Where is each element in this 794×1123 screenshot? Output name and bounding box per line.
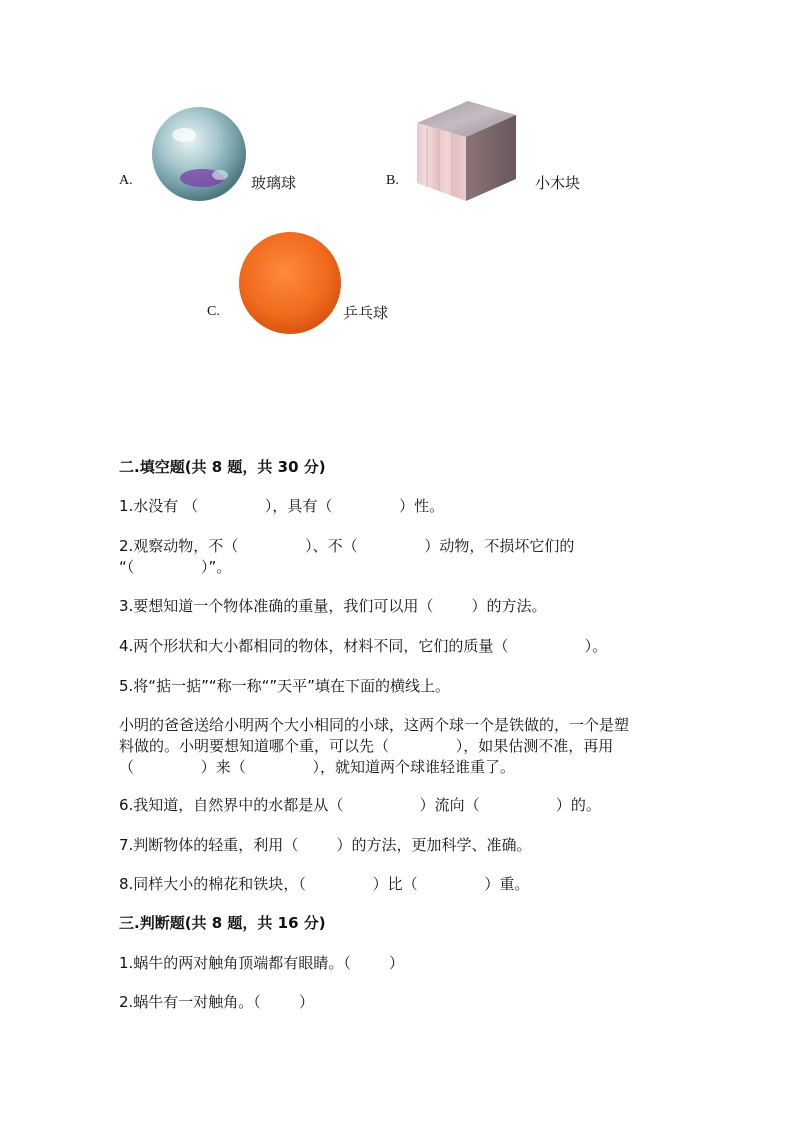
question-2-3: 3.要想知道一个物体准确的重量，我们可以用（ ）的方法。 [119,597,547,615]
question-3-2: 2.蜗牛有一对触角。（ ） [119,993,314,1011]
question-2-5: 5.将“掂一掂”“称一称“”天平”填在下面的横线上。 [119,677,450,695]
question-2-4: 4.两个形状和大小都相同的物体，材料不同，它们的质量（ ）。 [119,637,608,655]
option-b-name: 小木块 [535,174,581,192]
section-3-heading: 三.判断题(共 8 题，共 16 分) [119,914,326,932]
question-2-5-passage-line-1: 小明的爸爸送给小明两个大小相同的小球，这两个球一个是铁做的，一个是塑 [119,716,630,734]
question-2-8: 8.同样大小的棉花和铁块，（ ）比（ ）重。 [119,875,530,893]
question-3-1: 1.蜗牛的两对触角顶端都有眼睛。（ ） [119,954,404,972]
option-b-letter: B. [386,173,399,188]
question-2-6: 6.我知道，自然界中的水都是从（ ）流向（ ）的。 [119,796,601,814]
question-2-1: 1.水没有 （ ），具有（ ）性。 [119,497,445,515]
question-2-5-passage-line-3: （ ）来（ ），就知道两个球谁轻谁重了。 [119,758,516,776]
question-2-7: 7.判断物体的轻重，利用（ ）的方法，更加科学、准确。 [119,836,532,854]
question-2-2-line-2: “（ ）”。 [119,558,232,576]
section-2-heading: 二.填空题(共 8 题，共 30 分) [119,458,326,476]
question-2-2-line-1: 2.观察动物，不（ ）、不（ ）动物，不损坏它们的 [119,537,575,555]
glass-marble-icon [150,105,248,203]
option-c-name: 乒乓球 [343,304,389,322]
option-a-name: 玻璃球 [251,174,297,192]
wooden-block-icon [412,97,518,203]
option-c-letter: C. [207,304,220,319]
option-a-letter: A. [119,173,133,188]
ping-pong-ball-icon [238,231,342,335]
question-2-5-passage-line-2: 料做的。小明要想知道哪个重，可以先（ ），如果估测不准，再用 [119,737,614,755]
